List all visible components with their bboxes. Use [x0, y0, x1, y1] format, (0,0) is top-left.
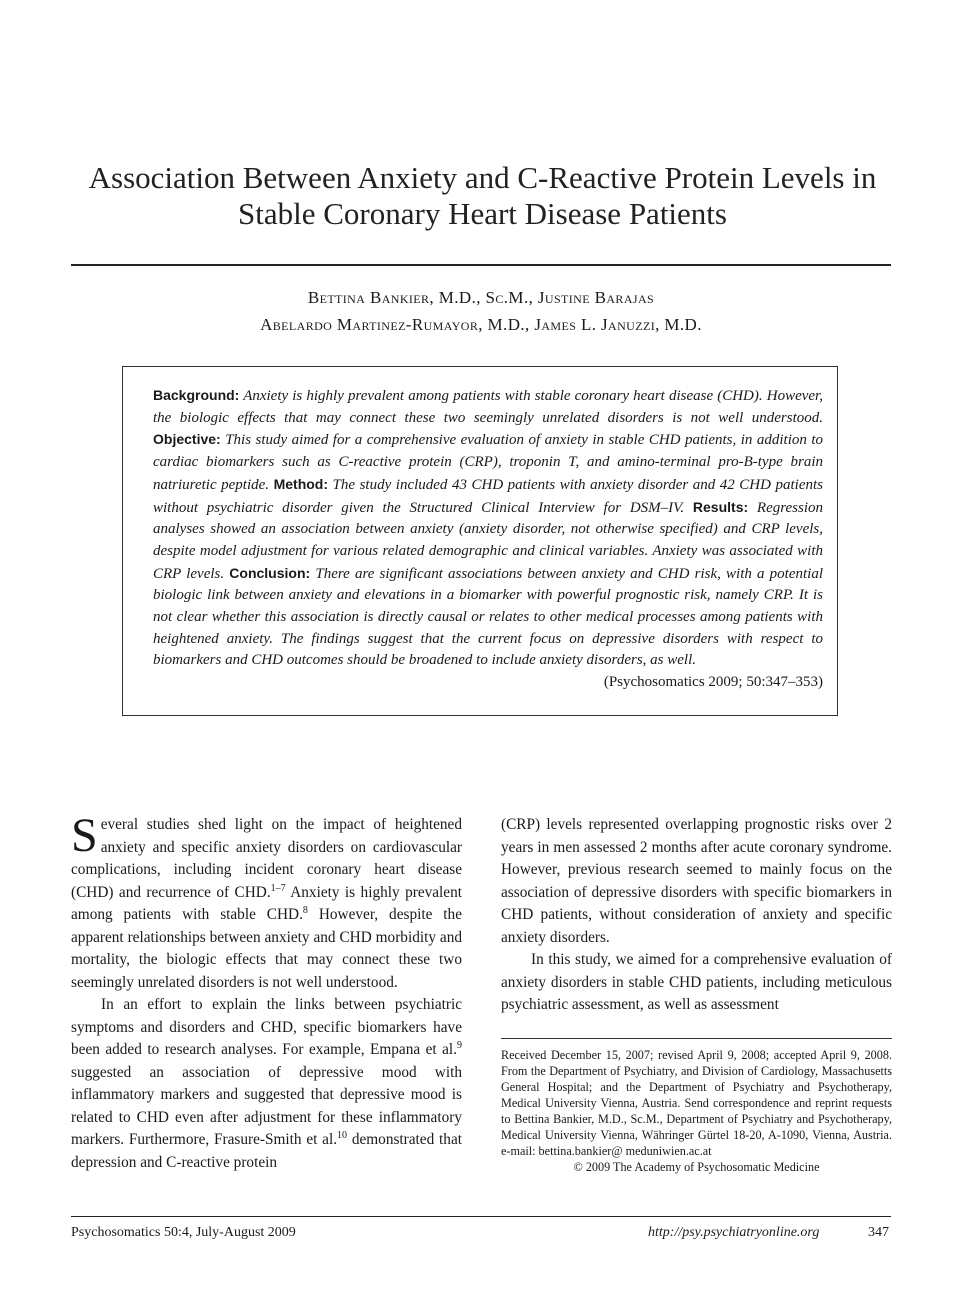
reference-superscript: 8 [302, 904, 308, 916]
body-paragraph-3: (CRP) levels represented overlapping prognostic risks over 2 years in men assessed 2 months after acute coronary syndrome. However, previous research seemed to mainly focus on the association of depressive disorders with specific biomarkers in CHD patients, without consideration of anxiety and specific anxiety disorders. [501, 816, 892, 946]
footer-divider [71, 1216, 891, 1217]
body-column-right [501, 814, 892, 1017]
footnote [501, 1047, 892, 1175]
reference-superscript: 9 [457, 1039, 462, 1051]
copyright-notice: © 2009 The Academy of Psychosomatic Medicine [573, 1160, 820, 1174]
abstract-results: Regression analyses showed an association between anxiety (anxiety disorder, not otherwise specified) and CRP levels, despite model adjustment for various related demographic and clinical variables. Anxiety was associated with CRP levels. [153, 499, 824, 582]
author-list [71, 284, 891, 338]
footnote-text: Received December 15, 2007; revised April 9, 2008; accepted April 9, 2008. From the Department of Psychiatry, and Division of Cardiology, Massachusetts General Hospital; and the Department of Psychiatry and Psychotherapy, Medical University Vienna, Austria. Send correspondence and reprint requests to Bettina Bankier, M.D., Sc.M., Department of Psychiatry and Psychotherapy, Medical University Vienna, Währinger Gürtel 18-20, A-1090, Vienna, Austria. e-mail: bettina.bankier@ meduniwien.ac.at [501, 1048, 892, 1158]
body-column-left [71, 809, 462, 1174]
author-line-2: Abelardo Martinez-Rumayor, M.D., James L. Januzzi, M.D. [260, 315, 702, 334]
abstract-conclusion: There are significant associations between anxiety and CHD risk, with a potential biologic link between anxiety and elevations in a biomarker with powerful prognostic risk, namely CRP. It is not clear whether this association is directly causal or relates to other medical processes among patients with heightened anxiety. The findings suggest that the current focus on depressive disorders with respect to biomarkers and CHD outcomes should be broadened to include anxiety disorders, as well. [153, 565, 824, 669]
page-number: 347 [868, 1225, 889, 1240]
body-text: In an effort to explain the links between psychiatric symptoms and disorders and CHD, specific biomarkers have been added to research analyses. For example, Empana et al. [71, 996, 462, 1058]
body-paragraph-4: In this study, we aimed for a comprehensive evaluation of anxiety disorders in stable CHD patients, including meticulous psychiatric assessment, as well as assessment [501, 951, 892, 1013]
footnote-divider [501, 1038, 892, 1039]
abstract-conclusion-label: Conclusion: [229, 564, 311, 581]
abstract-background-label: Background: [153, 387, 240, 403]
abstract-text [153, 385, 823, 694]
abstract-method: The study included 43 CHD patients with anxiety disorder and 42 CHD patients without psychiatric disorder given the Structured Clinical Interview for DSM–IV. [153, 476, 823, 516]
body-paragraph-1 [71, 809, 462, 994]
article-title: Association Between Anxiety and C-Reactive Protein Levels in Stable Coronary Heart Disease Patients [88, 160, 877, 231]
reference-superscript: 1–7 [270, 882, 286, 894]
footer-url-link[interactable]: http://psy.psychiatryonline.org [648, 1225, 820, 1240]
body-text: everal studies shed light on the impact of heightened anxiety and specific anxiety disorders on cardiovascular complications, including incident coronary heart disease (CHD) and recurrence of CHD. [71, 816, 462, 901]
body-text: Anxiety is highly prevalent among patients with stable CHD. [71, 883, 462, 923]
abstract-objective-label: Objective: [153, 431, 221, 448]
abstract-method-label: Method: [273, 475, 329, 492]
author-line-1: Bettina Bankier, M.D., Sc.M., Justine Barajas [307, 288, 655, 307]
body-text: demonstrated that depression and C-reactive protein [71, 1131, 462, 1171]
abstract-results-label: Results: [692, 498, 749, 515]
drop-cap: S [71, 809, 98, 862]
body-text: suggested an association of depressive mood with inflammatory markers and suggested that depressive mood is related to CHD even after adjustment for these inflammatory markers. Furthermore, Frasure-Smith et al. [71, 1063, 462, 1148]
body-paragraph-2 [71, 994, 462, 1174]
footer-journal: Psychosomatics 50:4, July-August 2009 [71, 1225, 296, 1240]
body-text: However, despite the apparent relationships between anxiety and CHD morbidity and mortality, the biologic effects that may connect these two seemingly unrelated disorders is not well understood. [71, 906, 462, 991]
title-divider [71, 264, 891, 266]
abstract-citation: (Psychosomatics 2009; 50:347–353) [603, 674, 823, 691]
abstract-objective: This study aimed for a comprehensive evaluation of anxiety in stable CHD patients, in addition to cardiac biomarkers such as C-reactive protein (CRP), troponin T, and amino-terminal pro-B-type brain natriuretic peptide. [153, 432, 824, 493]
abstract-background: Anxiety is highly prevalent among patients with stable coronary heart disease (CHD). However, the biologic effects that may connect these two seemingly unrelated disorders is not well understood. [153, 388, 823, 426]
reference-superscript: 10 [337, 1129, 348, 1141]
abstract-box [122, 366, 838, 716]
